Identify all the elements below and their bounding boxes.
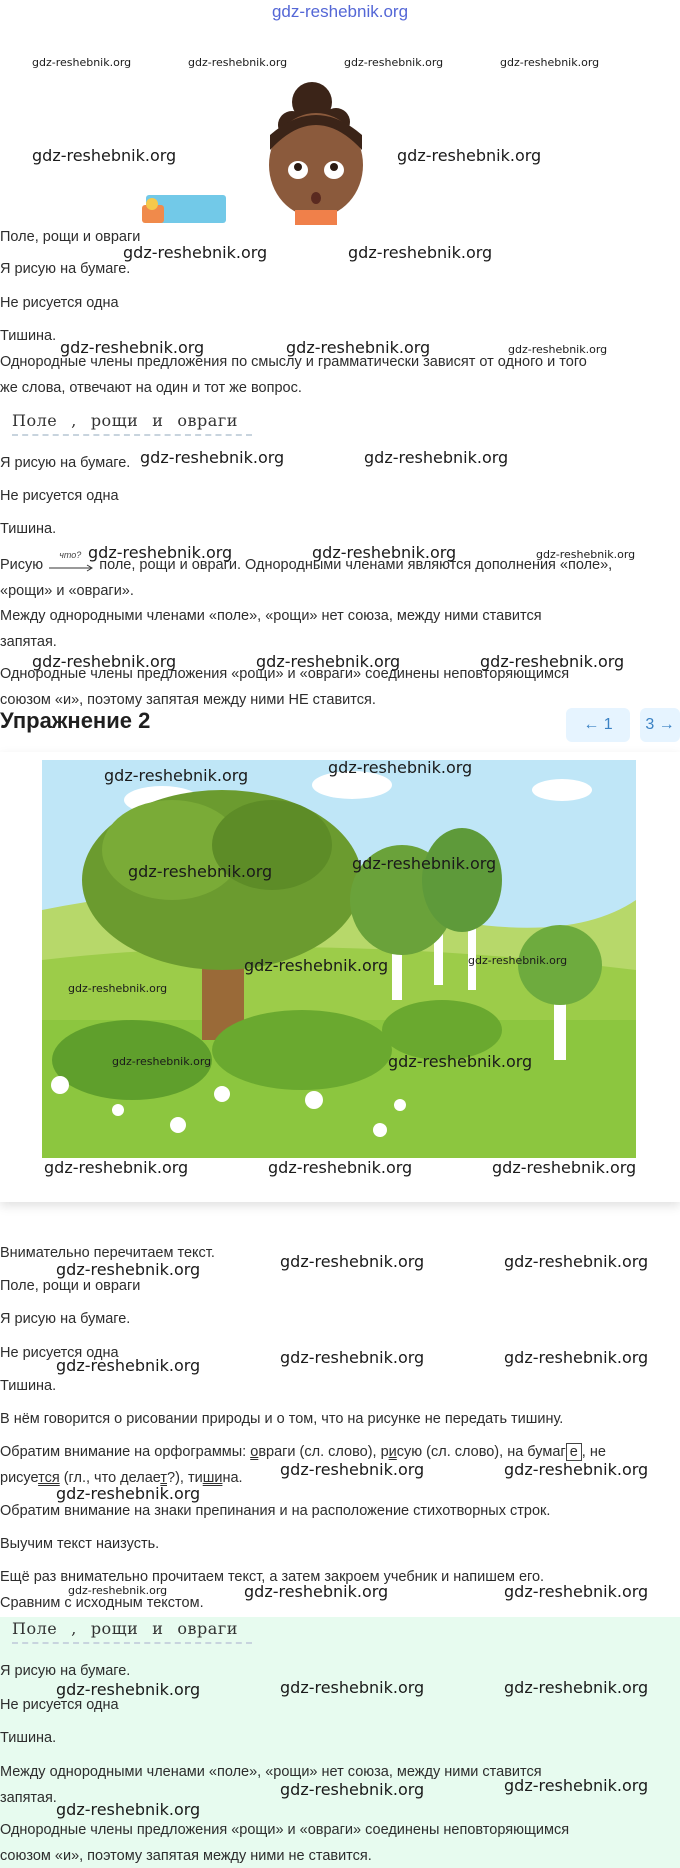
intro-text: Внимательно перечитаем текст. bbox=[0, 1245, 215, 1261]
rule-text: Однородные члены предложения по смыслу и грамматически зависят от одного и того bbox=[0, 354, 587, 370]
handwritten-scheme bbox=[12, 411, 252, 436]
orthogram-line: рисуется (гл., что делает?), тишина. bbox=[0, 1470, 243, 1486]
watermark: gdz-reshebnik.org bbox=[364, 448, 509, 467]
watermark: gdz-reshebnik.org bbox=[504, 1348, 649, 1367]
picture-frame bbox=[0, 752, 680, 1202]
watermark: gdz-reshebnik.org bbox=[140, 448, 285, 467]
watermark: gdz-reshebnik.org bbox=[504, 1252, 649, 1271]
watermark: gdz-reshebnik.org bbox=[56, 1356, 201, 1375]
poem-line: Поле, рощи и овраги bbox=[0, 229, 141, 245]
poem-line: Не рисуется одна bbox=[0, 1345, 119, 1361]
analysis-verb: Рисую bbox=[0, 557, 44, 573]
watermark: gdz-reshebnik.org bbox=[56, 1680, 201, 1699]
watermark: gdz-reshebnik.org bbox=[348, 243, 493, 262]
analysis-line: запятая. bbox=[0, 634, 57, 650]
watermark: gdz-reshebnik.org bbox=[256, 652, 401, 671]
watermark: gdz-reshebnik.org bbox=[128, 862, 273, 881]
watermark: gdz-reshebnik.org bbox=[123, 243, 268, 262]
watermark: gdz-reshebnik.org bbox=[112, 1055, 212, 1068]
hand-word: и bbox=[152, 411, 164, 430]
paragraph: Однородные члены предложения «рощи» и «овраги» соединены неповторяющимся bbox=[0, 1822, 570, 1838]
watermark: gdz-reshebnik.org bbox=[280, 1252, 425, 1271]
arrow-left-icon: ← bbox=[583, 716, 600, 733]
poem-line: Поле, рощи и овраги bbox=[0, 1278, 141, 1294]
watermark: gdz-reshebnik.org bbox=[56, 1260, 201, 1279]
watermark: gdz-reshebnik.org bbox=[344, 56, 444, 69]
hand-word: , bbox=[71, 1619, 77, 1638]
watermark: gdz-reshebnik.org bbox=[32, 652, 177, 671]
watermark: gdz-reshebnik.org bbox=[244, 956, 389, 975]
watermark: gdz-reshebnik.org bbox=[312, 543, 457, 562]
poem-line: Я рисую на бумаге. bbox=[0, 1663, 131, 1679]
watermark: gdz-reshebnik.org bbox=[504, 1678, 649, 1697]
analysis-line: Между однородными членами «поле», «рощи» нет союза, между ними ставится bbox=[0, 608, 542, 624]
watermark: gdz-reshebnik.org bbox=[504, 1776, 649, 1795]
analysis-rest: поле, рощи и овраги. Однородными членами являются дополнения «поле», bbox=[99, 557, 613, 573]
girl-illustration bbox=[140, 80, 400, 225]
watermark: gdz-reshebnik.org bbox=[397, 146, 542, 165]
paragraph: Ещё раз внимательно прочитаем текст, а затем закроем учебник и напишем его. bbox=[0, 1569, 545, 1585]
hand-word: овраги bbox=[177, 1619, 238, 1638]
watermark: gdz-reshebnik.org bbox=[468, 954, 568, 967]
watermark: gdz-reshebnik.org bbox=[480, 652, 625, 671]
paragraph: Обратим внимание на знаки препинания и на расположение стихотворных строк. bbox=[0, 1503, 551, 1519]
prev-exercise-button[interactable]: ← 1 bbox=[566, 708, 630, 742]
hand-word: рощи bbox=[90, 1619, 139, 1638]
next-exercise-button[interactable]: 3 → bbox=[640, 708, 680, 742]
poem-line: Не рисуется одна bbox=[0, 295, 119, 311]
arrow-label: что? bbox=[59, 550, 82, 561]
watermark: gdz-reshebnik.org bbox=[504, 1582, 649, 1601]
watermark: gdz-reshebnik.org bbox=[500, 56, 600, 69]
paragraph: Между однородными членами «поле», «рощи» нет союза, между ними ставится bbox=[0, 1764, 542, 1780]
hand-word: рощи bbox=[90, 411, 139, 430]
watermark: gdz-reshebnik.org bbox=[56, 1800, 201, 1819]
poem-line: Я рисую на бумаге. bbox=[0, 455, 131, 471]
watermark: gdz-reshebnik.org bbox=[56, 1484, 201, 1503]
watermark: gdz-reshebnik.org bbox=[280, 1780, 425, 1799]
watermark: gdz-reshebnik.org bbox=[352, 854, 497, 873]
poem-line: Не рисуется одна bbox=[0, 488, 119, 504]
analysis-line: союзом «и», поэтому запятая между ними НЕ ставится. bbox=[0, 692, 376, 708]
poem-line: Не рисуется одна bbox=[0, 1697, 119, 1713]
hand-word: Поле bbox=[12, 411, 58, 430]
watermark: gdz-reshebnik.org bbox=[32, 146, 177, 165]
watermark: gdz-reshebnik.org bbox=[88, 543, 233, 562]
watermark: gdz-reshebnik.org bbox=[68, 982, 168, 995]
watermark: gdz-reshebnik.org bbox=[280, 1348, 425, 1367]
watermark: gdz-reshebnik.org bbox=[60, 338, 205, 357]
watermark: gdz-reshebnik.org bbox=[188, 56, 288, 69]
watermark: gdz-reshebnik.org bbox=[244, 1582, 389, 1601]
site-title[interactable]: gdz-reshebnik.org bbox=[271, 2, 409, 21]
hand-word: , bbox=[71, 411, 77, 430]
exercise-title: Упражнение 2 bbox=[0, 708, 151, 733]
watermark: gdz-reshebnik.org bbox=[68, 1584, 168, 1597]
watermark: gdz-reshebnik.org bbox=[44, 1158, 189, 1177]
poem-line: Тишина. bbox=[0, 1378, 57, 1394]
poem-line: Тишина. bbox=[0, 521, 57, 537]
watermark: gdz-reshebnik.org bbox=[328, 758, 473, 777]
watermark: gdz-reshebnik.org bbox=[388, 1052, 533, 1071]
orthogram-line: Обратим внимание на орфограммы: овраги (сл. слово), рисую (сл. слово), на бумаг е , не bbox=[0, 1444, 606, 1460]
watermark: gdz-reshebnik.org bbox=[536, 548, 636, 561]
watermark: gdz-reshebnik.org bbox=[104, 766, 249, 785]
hand-word: овраги bbox=[177, 411, 238, 430]
arrow-right-icon: → bbox=[658, 716, 675, 733]
poem-line: Тишина. bbox=[0, 328, 57, 344]
watermark: gdz-reshebnik.org bbox=[280, 1678, 425, 1697]
poem-line: Я рисую на бумаге. bbox=[0, 261, 131, 277]
paragraph: Сравним с исходным текстом. bbox=[0, 1595, 204, 1611]
rule-text: же слова, отвечают на один и тот же вопрос. bbox=[0, 380, 302, 396]
poem-line: Я рисую на бумаге. bbox=[0, 1311, 131, 1327]
paragraph: запятая. bbox=[0, 1790, 57, 1806]
handwritten-scheme bbox=[12, 1619, 252, 1644]
watermark: gdz-reshebnik.org bbox=[504, 1460, 649, 1479]
analysis-line: «рощи» и «овраги». bbox=[0, 583, 134, 599]
poem-line: Тишина. bbox=[0, 1730, 57, 1746]
watermark: gdz-reshebnik.org bbox=[508, 343, 608, 356]
hand-word: и bbox=[152, 1619, 164, 1638]
arrow-icon bbox=[47, 550, 95, 570]
paragraph: Выучим текст наизусть. bbox=[0, 1536, 160, 1552]
hand-word: Поле bbox=[12, 1619, 58, 1638]
watermark: gdz-reshebnik.org bbox=[492, 1158, 637, 1177]
analysis-line: Однородные члены предложения «рощи» и «овраги» соединены неповторяющимся bbox=[0, 666, 570, 682]
watermark: gdz-reshebnik.org bbox=[268, 1158, 413, 1177]
paragraph: союзом «и», поэтому запятая между ними не ставится. bbox=[0, 1848, 372, 1864]
paragraph: В нём говорится о рисовании природы и о том, что на рисунке не передать тишину. bbox=[0, 1411, 564, 1427]
watermark: gdz-reshebnik.org bbox=[280, 1460, 425, 1479]
watermark: gdz-reshebnik.org bbox=[286, 338, 431, 357]
watermark: gdz-reshebnik.org bbox=[32, 56, 132, 69]
